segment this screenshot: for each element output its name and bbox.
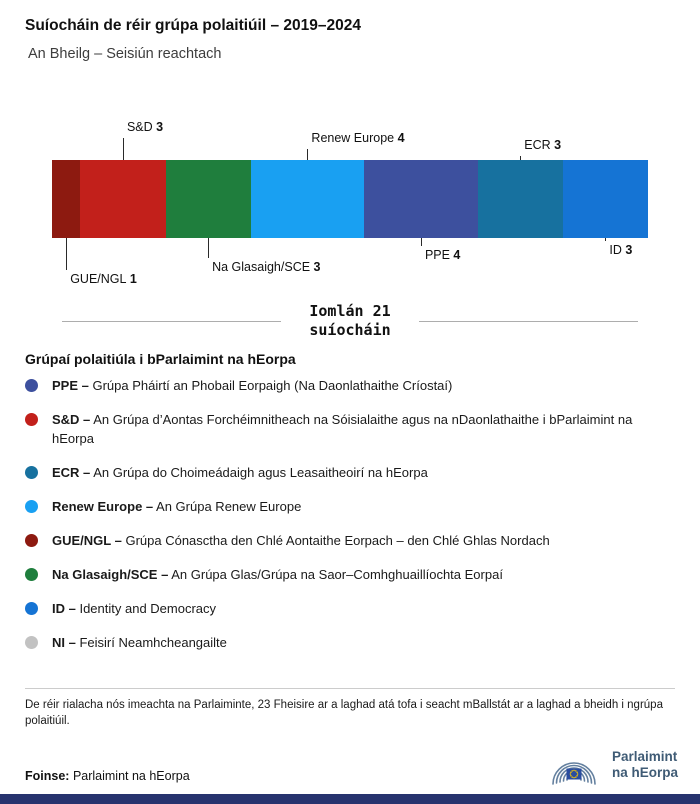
- seats-chart: [0, 98, 700, 290]
- segment-label-na-glasaigh-sce: Na Glasaigh/SCE 3: [212, 260, 321, 274]
- group-abbr: ECR –: [52, 465, 91, 480]
- legend-item-sd: [25, 410, 675, 448]
- legend-item-id: [25, 599, 675, 618]
- callout-line-renew-europe: [307, 149, 308, 160]
- ep-logo-line1: Parlaimint: [611, 749, 678, 764]
- ep-logo: [545, 742, 678, 788]
- segment-label-ppe: PPE 4: [424, 248, 461, 262]
- total-line2: suíocháin: [309, 321, 391, 339]
- group-color-dot: [25, 636, 38, 649]
- legend-item-ni: [25, 633, 675, 652]
- bar-segment-na-glasaigh-sce: [166, 160, 251, 238]
- legend-list: [25, 376, 675, 652]
- callout-line-id: [605, 238, 606, 241]
- group-desc: Identity and Democracy: [79, 601, 217, 616]
- legend-item-label: [52, 376, 452, 395]
- legend-item-glasaigh: [25, 565, 675, 584]
- callout-line-s-d: [123, 138, 124, 160]
- legend-item-ecr: [25, 463, 675, 482]
- group-abbr: Na Glasaigh/SCE –: [52, 567, 169, 582]
- total-seats-label: [309, 302, 390, 340]
- callout-line-ecr: [520, 156, 521, 160]
- divider-line-left: [62, 321, 281, 322]
- page-subtitle: An Bheilg – Seisiún reachtach: [28, 46, 222, 62]
- legend-item-label: [52, 497, 301, 516]
- legend-item-label: [52, 410, 672, 448]
- legend-item-renew: [25, 497, 675, 516]
- bar-segment-renew-europe: [251, 160, 365, 238]
- group-color-dot: [25, 602, 38, 615]
- group-color-dot: [25, 534, 38, 547]
- bar-segment-gue-ngl: [52, 160, 80, 238]
- source-label: Foinse:: [25, 769, 70, 783]
- total-line1: Iomlán 21: [309, 302, 391, 320]
- group-abbr: GUE/NGL –: [52, 533, 122, 548]
- group-abbr: NI –: [52, 635, 76, 650]
- group-abbr: PPE –: [52, 378, 89, 393]
- source-line: [25, 769, 190, 783]
- group-color-dot: [25, 379, 38, 392]
- callout-line-gue-ngl: [66, 238, 67, 270]
- header: [0, 0, 700, 64]
- divider-line-right: [419, 321, 638, 322]
- ep-logo-text: [612, 749, 678, 781]
- legend-item-ppe: [25, 376, 675, 395]
- group-desc: An Grúpa do Choimeádaigh agus Leasaitheoirí na hEorpa: [93, 465, 428, 480]
- group-abbr: Renew Europe –: [52, 499, 154, 514]
- legend-item-label: [52, 565, 503, 584]
- group-color-dot: [25, 568, 38, 581]
- bar-segment-ppe: [364, 160, 478, 238]
- bar-segment-s-d: [80, 160, 165, 238]
- segment-label-gue-ngl: GUE/NGL 1: [70, 272, 137, 286]
- segment-label-s-d: S&D 3: [126, 120, 164, 134]
- group-desc: An Grúpa Renew Europe: [156, 499, 302, 514]
- group-abbr: ID –: [52, 601, 76, 616]
- bar-segment-ecr: [478, 160, 563, 238]
- bar-segment-id: [563, 160, 648, 238]
- group-desc: Feisirí Neamhcheangailte: [79, 635, 227, 650]
- callout-line-ppe: [421, 238, 422, 246]
- ep-hemicycle-icon: [545, 742, 603, 788]
- legend-item-label: [52, 463, 428, 482]
- legend-title: Grúpaí polaitiúla i bParlaimint na hEorpa: [25, 351, 296, 367]
- group-desc: Grúpa Cónasctha den Chlé Aontaithe Eorpach – den Chlé Ghlas Nordach: [125, 533, 550, 548]
- ep-logo-line2: na hEorpa: [611, 765, 678, 780]
- footer-note: De réir rialacha nós imeachta na Parlaiminte, 23 Fheisire ar a laghad atá tofa i seacht mBallstát ar a laghad a bheidh i ngrúpa polaitiúil.: [25, 699, 663, 727]
- bottom-brand-strip: [0, 794, 700, 804]
- group-desc: An Grúpa Glas/Grúpa na Saor–Comhghuaillíochta Eorpaí: [171, 567, 503, 582]
- segment-label-id: ID 3: [609, 243, 633, 257]
- legend-item-label: [52, 599, 216, 618]
- group-color-dot: [25, 466, 38, 479]
- legend-item-guengl: [25, 531, 675, 550]
- group-color-dot: [25, 413, 38, 426]
- source-value: Parlaimint na hEorpa: [72, 769, 190, 783]
- seats-bar: [52, 160, 648, 238]
- page-title: Suíocháin de réir grúpa polaitiúil – 2019–2024: [25, 17, 361, 34]
- total-row: [62, 302, 638, 340]
- group-color-dot: [25, 500, 38, 513]
- group-abbr: S&D –: [52, 412, 91, 427]
- legend-item-label: [52, 633, 227, 652]
- group-desc: Grúpa Pháirtí an Phobail Eorpaigh (Na Daonlathaithe Críostaí): [92, 378, 453, 393]
- footer-separator: [25, 688, 675, 689]
- callout-line-na-glasaigh-sce: [208, 238, 209, 258]
- segment-label-ecr: ECR 3: [524, 138, 562, 152]
- segment-label-renew-europe: Renew Europe 4: [311, 131, 405, 145]
- legend-item-label: [52, 531, 550, 550]
- group-desc: An Grúpa d’Aontas Forchéimnitheach na Sóisialaithe agus na nDaonlathaithe i bParlaimint na hEorpa: [52, 412, 633, 446]
